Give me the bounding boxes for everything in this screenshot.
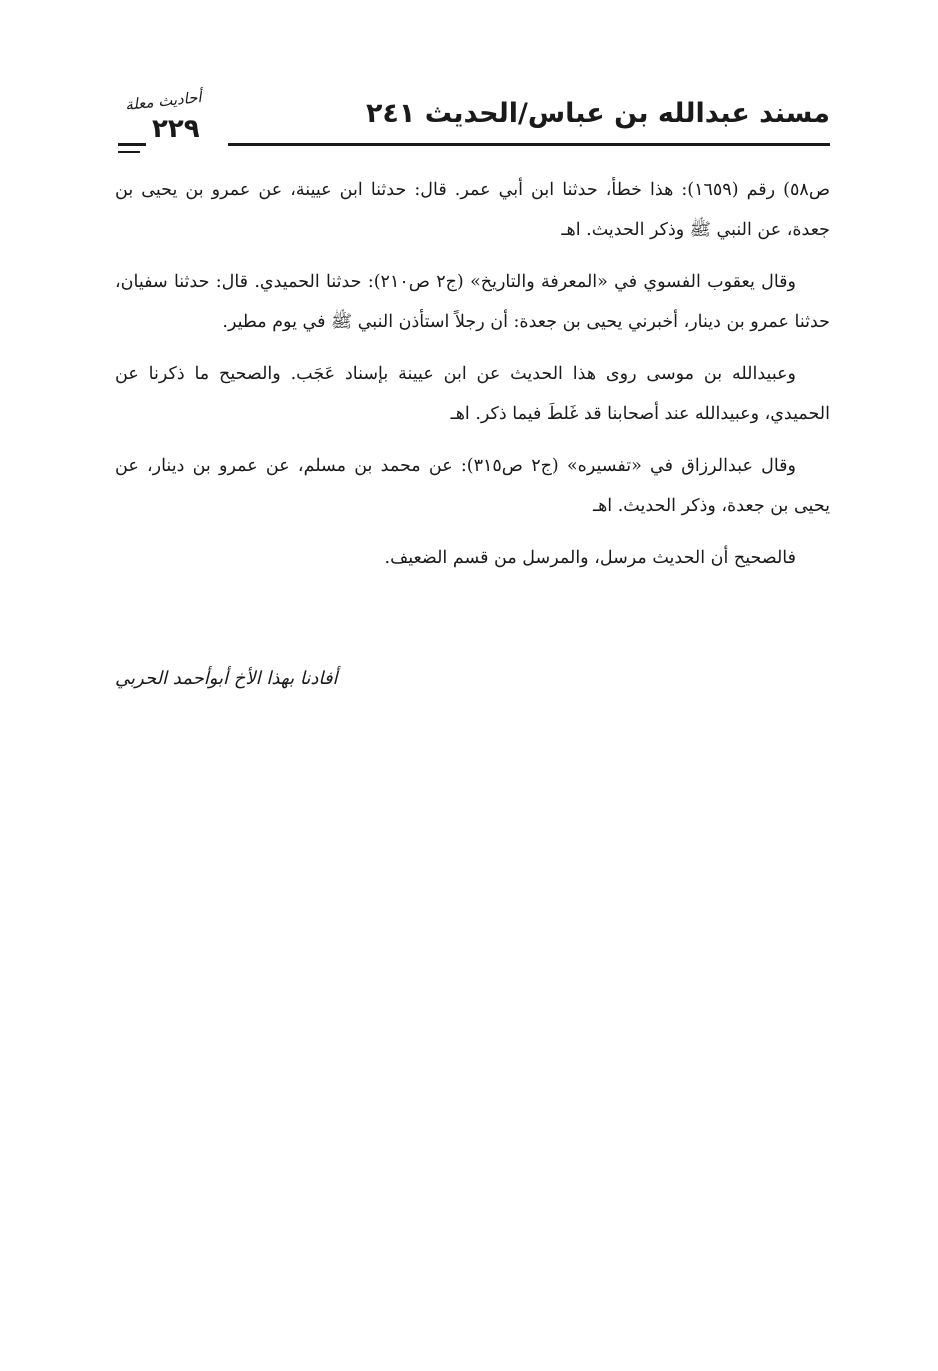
signature: أفادنا بهذا الأخ أبوأحمد الحربي [115,668,338,689]
body-text [115,170,830,590]
page-header-title: مسند عبدالله بن عباس/الحديث ٢٤١ [365,98,830,129]
header-rule [228,143,830,146]
page-number-rule [118,143,146,146]
paragraph: وعبيدالله بن موسى روى هذا الحديث عن ابن عيينة بإسناد عَجَب. والصحيح ما ذكرنا عن الحميدي، وعبيدالله عند أصحابنا قد غَلطَ فيما ذكر. اهـ [115,364,830,424]
page-number-rule-secondary [118,151,140,153]
handwritten-note: أحاديث معلة [124,88,203,114]
paragraph: وقال عبدالرزاق في «تفسيره» (ج٢ ص٣١٥): عن محمد بن مسلم، عن عمرو بن دينار، عن يحيى بن جعدة، وذكر الحديث. اهـ [115,456,830,516]
page-number: ٢٢٩ [152,114,200,144]
paragraph: وقال يعقوب الفسوي في «المعرفة والتاريخ» (ج٢ ص٢١٠): حدثنا الحميدي. قال: حدثنا سفيان، حدثنا عمرو بن دينار، أخبرني يحيى بن جعدة: أن رجلاً استأذن النبي ﷺ في يوم مطير. [115,272,830,332]
paragraph: فالصحيح أن الحديث مرسل، والمرسل من قسم الضعيف. [384,548,796,568]
paragraph: ص٥٨) رقم (١٦٥٩): هذا خطأ، حدثنا ابن أبي عمر. قال: حدثنا ابن عيينة، عن عمرو بن يحيى بن جعدة، عن النبي ﷺ وذكر الحديث. اهـ [115,180,830,240]
